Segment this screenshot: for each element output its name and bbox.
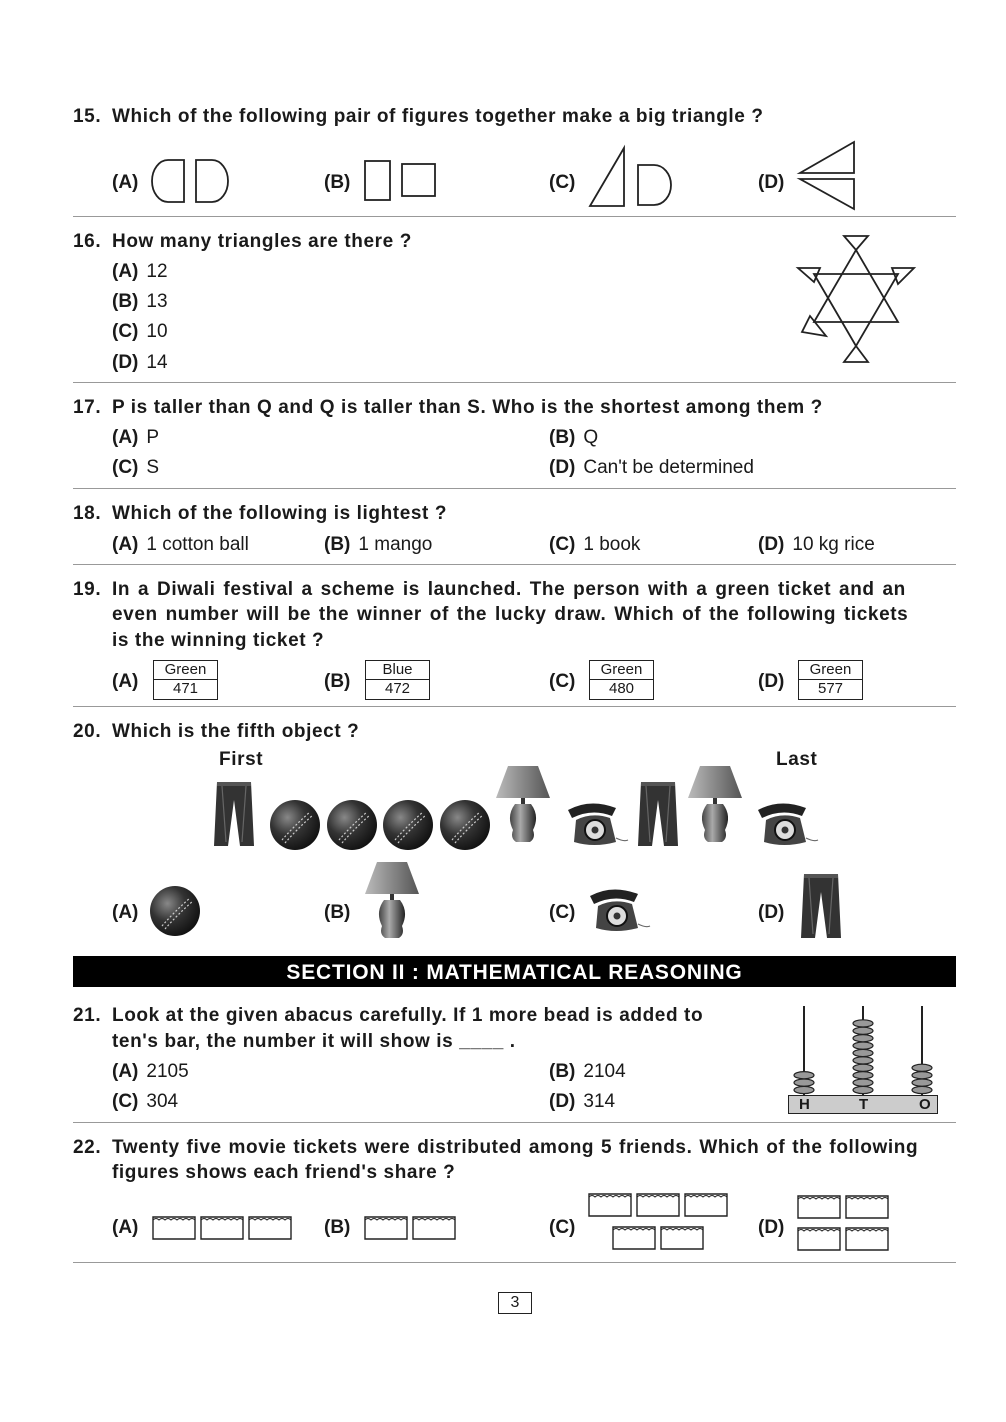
question-text: Which is the fifth object ? [112,721,360,742]
option-b[interactable]: (B) Q [549,427,599,448]
option-d[interactable]: (D) 314 [549,1091,616,1112]
option-b[interactable] [324,172,358,194]
tickets-figure-a [152,1216,294,1242]
option-a[interactable] [112,172,146,194]
last-label: Last [776,749,818,770]
abacus [788,1004,938,1114]
option-c[interactable]: (C) 304 [112,1091,179,1112]
option-b[interactable]: (B) [324,1217,351,1238]
option-a[interactable]: (A) [112,902,139,923]
option-b[interactable]: (B) 1 mango [324,534,433,555]
option-d[interactable]: (D) [758,671,785,692]
question-number: 21. [73,1005,102,1026]
lamp-icon [688,766,744,846]
star-of-triangles-figure [796,234,918,366]
abacus-bead [853,1072,873,1079]
question-text-line-1: In a Diwali festival a scheme is launched. The person with a green ticket and an [112,579,906,600]
abacus-bead [794,1079,814,1086]
cricket-ball-icon [327,800,377,850]
question-text-line-1: Twenty five movie tickets were distributed among 5 friends. Which of the following [112,1137,919,1158]
half-circle-shapes-a [150,158,232,204]
option-label: (A) [112,172,139,193]
divider [73,382,956,383]
ticket: Green 471 [153,660,218,700]
divider [73,706,956,707]
jeans-icon [638,782,678,848]
option-d[interactable]: (D) 14 [112,352,168,373]
divider [73,1262,956,1263]
question-text-line-2: ten's bar, the number it will show is ____ . [112,1031,516,1052]
option-b[interactable]: (B) [324,671,351,692]
abacus-bead [853,1020,873,1027]
cricket-ball-icon [270,800,320,850]
question-text-line-1: Look at the given abacus carefully. If 1 more bead is added to [112,1005,704,1026]
abacus-label-ones: O [919,1096,931,1113]
option-c[interactable]: (C) 1 book [549,534,641,555]
question-number: 15. [73,106,102,127]
option-label: (C) [549,172,576,193]
question-number: 18. [73,503,102,524]
option-d[interactable]: (D) 10 kg rice [758,534,875,555]
question-text: Which of the following is lightest ? [112,503,448,524]
abacus-bead [912,1072,932,1079]
page-number: 3 [498,1292,532,1314]
telephone-icon [588,884,652,934]
question-number: 19. [73,579,102,600]
divider [73,1122,956,1123]
divider [73,488,956,489]
abacus-bead [853,1057,873,1064]
abacus-label-tens: T [859,1096,869,1113]
option-b[interactable]: (B) 2104 [549,1061,626,1082]
option-d[interactable]: (D) [758,902,785,923]
option-c[interactable] [549,172,583,194]
abacus-bead [853,1086,873,1093]
option-a[interactable]: (A) 12 [112,261,168,282]
question-text-line-2: figures shows each friend's share ? [112,1162,456,1183]
option-a[interactable]: (A) P [112,427,160,448]
option-a[interactable]: (A) 2105 [112,1061,189,1082]
question-number: 20. [73,721,102,742]
section-header: SECTION II : MATHEMATICAL REASONING [73,956,956,987]
question-text-line-3: is the winning ticket ? [112,630,325,651]
divider [73,564,956,565]
option-d[interactable] [758,172,792,194]
triangle-half-circle-shapes-c [588,146,676,208]
abacus-bead [853,1049,873,1056]
abacus-bead [794,1086,814,1093]
option-c[interactable]: (C) [549,902,576,923]
question-number: 22. [73,1137,102,1158]
abacus-label-hundreds: H [799,1096,810,1113]
abacus-bead [853,1027,873,1034]
option-c[interactable]: (C) [549,671,576,692]
rectangle-shapes-b [364,160,438,202]
ticket: Green 480 [589,660,654,700]
option-c[interactable]: (C) S [112,457,160,478]
jeans-icon [214,782,254,848]
divider [73,216,956,217]
question-text: P is taller than Q and Q is taller than S. Who is the shortest among them ? [112,397,823,418]
option-a[interactable]: (A) 1 cotton ball [112,534,249,555]
option-label: (D) [758,172,785,193]
question-number: 17. [73,397,102,418]
option-c[interactable]: (C) 10 [112,321,168,342]
tickets-figure-c [588,1193,732,1253]
telephone-icon [756,798,820,848]
option-d[interactable]: (D) [758,1217,785,1238]
question-text-line-2: even number will be the winner of the lucky draw. Which of the following tickets [112,604,909,625]
cricket-ball-icon [440,800,490,850]
abacus-bead [853,1035,873,1042]
abacus-bead [912,1079,932,1086]
option-b[interactable]: (B) 13 [112,291,168,312]
first-label: First [219,749,264,770]
abacus-bead [853,1042,873,1049]
option-a[interactable]: (A) [112,671,139,692]
tickets-figure-d [797,1195,893,1253]
abacus-base [788,1095,938,1114]
cricket-ball-icon [383,800,433,850]
telephone-icon [566,798,630,848]
question-text: How many triangles are there ? [112,231,412,252]
abacus-bead [912,1064,932,1071]
abacus-bead [853,1064,873,1071]
question-number: 16. [73,231,102,252]
option-label: (B) [324,172,351,193]
tickets-figure-b [364,1216,458,1242]
ticket: Blue 472 [365,660,430,700]
jeans-icon [801,874,841,940]
abacus-bead [853,1079,873,1086]
abacus-bead [794,1072,814,1079]
option-c[interactable]: (C) [549,1217,576,1238]
abacus-bead [912,1086,932,1093]
cricket-ball-icon [150,886,200,936]
ticket: Green 577 [798,660,863,700]
lamp-icon [365,862,421,942]
question-text: Which of the following pair of figures together make a big triangle ? [112,106,764,127]
option-b[interactable]: (B) [324,902,351,923]
lamp-icon [496,766,552,846]
option-d[interactable]: (D) Can't be determined [549,457,754,478]
option-a[interactable]: (A) [112,1217,139,1238]
two-triangles-shapes-d [796,140,858,212]
